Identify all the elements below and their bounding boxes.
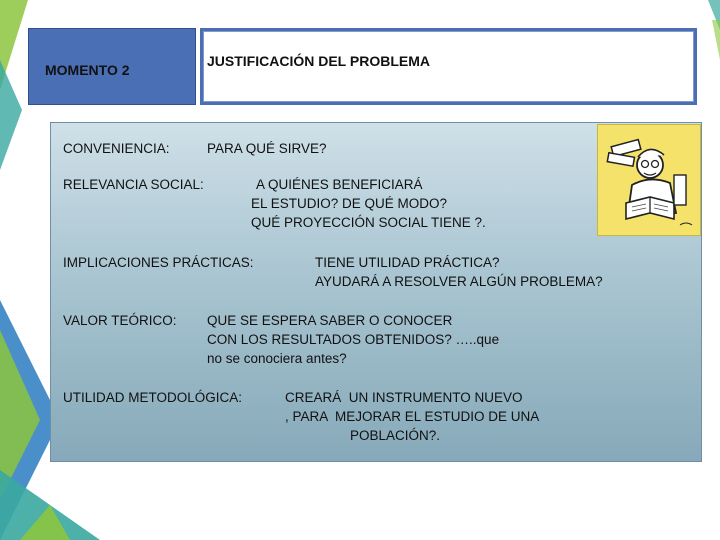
reading-person-icon [598,125,700,235]
implicaciones-line-1: TIENE UTILIDAD PRÁCTICA? [315,255,500,270]
decorative-corner [700,0,720,60]
relevancia-label: RELEVANCIA SOCIAL: [63,177,204,192]
utilidad-line-2: , PARA MEJORAR EL ESTUDIO DE UNA [285,409,540,424]
implicaciones-line-2: AYUDARÁ A RESOLVER ALGÚN PROBLEMA? [315,274,603,289]
relevancia-line-3: QUÉ PROYECCIÓN SOCIAL TIENE ?. [251,215,486,230]
valor-label: VALOR TEÓRICO: [63,313,177,328]
valor-line-1: QUE SE ESPERA SABER O CONOCER [207,313,453,328]
relevancia-line-1: A QUIÉNES BENEFICIARÁ [256,177,423,192]
page-title: JUSTIFICACIÓN DEL PROBLEMA [207,53,430,69]
implicaciones-label: IMPLICACIONES PRÁCTICAS: [63,255,254,270]
valor-line-2: CON LOS RESULTADOS OBTENIDOS? …..que [207,332,500,347]
moment-label: MOMENTO 2 [45,62,130,78]
relevancia-line-2: EL ESTUDIO? DE QUÉ MODO? [251,196,448,211]
moment-box [28,28,196,105]
utilidad-line-3: POBLACIÓN?. [350,428,441,443]
title-box [200,28,697,105]
conveniencia-label: CONVENIENCIA: [63,141,170,156]
utilidad-label: UTILIDAD METODOLÓGICA: [63,390,243,405]
reading-person-clipart [597,124,701,236]
valor-line-3: no se conociera antes? [207,351,347,366]
utilidad-line-1: CREARÁ UN INSTRUMENTO NUEVO [285,390,523,405]
conveniencia-text: PARA QUÉ SIRVE? [207,141,327,156]
